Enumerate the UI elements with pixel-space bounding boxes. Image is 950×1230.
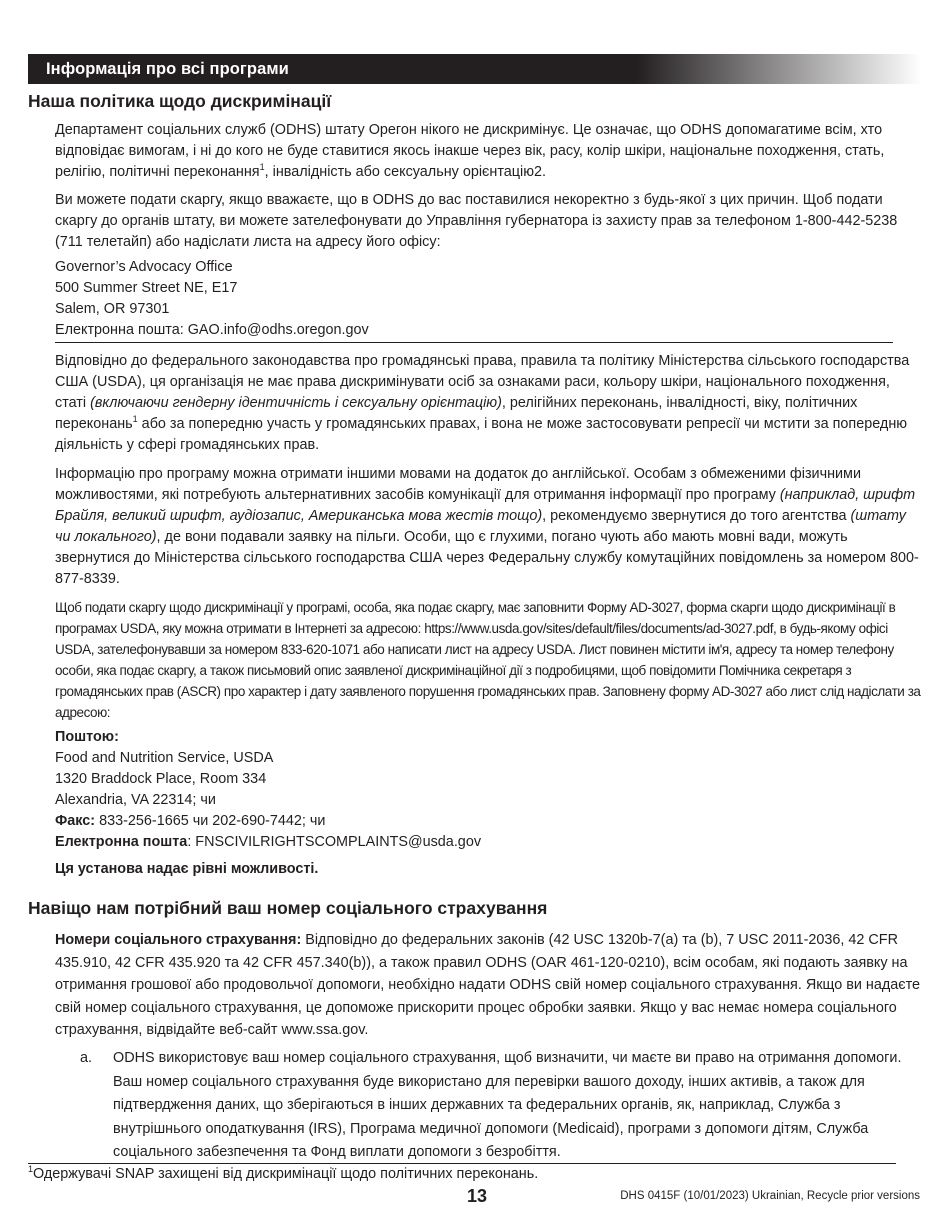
paragraph-alternative-languages: Інформацію про програму можна отримати іншими мовами на додаток до англійської. Особам з обмеженими фізичними можливостями, які потребують альтернативних засобів комунікації для отримання інформації про програму (наприклад, шрифт Брайля, великий шрифт, аудіозапис, Американська мова жестів тощо), рекомендуємо звернутися до того агентства (штату чи локального), де вони подавали заявку на пільги. Особи, що є глухими, погано чують або мають мовні вади, можуть звернутися до Міністерства сільського господарства США через Федеральну службу комутаційних повідомлень за номером 800-877-8339.: [55, 466, 919, 587]
list-item-a: [80, 1047, 925, 1165]
banner-title: Інформація про всі програми: [46, 60, 289, 78]
document-id: DHS 0415F (10/01/2023) Ukrainian, Recycle prior versions: [620, 1190, 920, 1202]
paragraph-odhs-nondiscrimination: Департамент соціальних служб (ODHS) штату Орегон нікого не дискримінує. Це означає, що ODHS допомагатиме всім, хто відповідає вимогам, і ні до кого не буде ставитися якось інакше через вік, расу, колір шкіри, національне походження, стать, релігію, політичні переконання$^1$, інвалідність або сексуальну орієнтацію2.: [55, 122, 885, 180]
fax-line: Факс: 833-256-1665 чи 202-690-7442; чи: [55, 813, 326, 829]
equal-opportunity-statement: Ця установа надає рівні можливості.: [55, 861, 319, 877]
page-number: 13: [467, 1186, 488, 1206]
address-email[interactable]: Електронна пошта: GAO.info@odhs.oregon.gov: [55, 322, 369, 338]
mail-line: Food and Nutrition Service, USDA: [55, 750, 274, 766]
paragraph-ssn-requirement: Номери соціального страхування: Відповідно до федеральних законів (42 USC 1320b-7(a) та (b), 7 USC 2011-2036, 42 CFR 435.910, 42 CFR 435.920 та 42 CFR 457.340(b)), а також правил ODHS (OAR 461-120-0210), всім особам, які подають заявку на отримання грошової або продовольчої допомоги, необхідно надати ODHS свій номер соціального страхування. Якщо ви надаєте свій номер соціального страхування, це допоможе прискорити процес обробки заявки. Якщо у вас немає номера соціального страхування, відвідайте веб-сайт www.ssa.gov.: [55, 932, 921, 1038]
heading-ssn: Навіщо нам потрібний ваш номер соціального страхування: [28, 898, 548, 918]
mail-label: Поштою:: [55, 729, 119, 745]
paragraph-usda-civil-rights: Відповідно до федерального законодавства про громадянські права, правила та політику Міністерства сільського господарства США (USDA), ця організація не має права дискримінувати осіб за ознаками раси, кольору шкіри, національного походження, статі (включаючи гендерну ідентичність і сексуальну орієнтацію), релігійних переконань, інвалідності, віку, політичних переконань$^1$ або за попередню участь у громадянських правах, і вона не може застосовувати репресії чи мстити за попередню діяльність у сфері громадянських прав.: [55, 353, 910, 453]
list-item-text: ODHS використовує ваш номер соціального страхування, щоб визначити, чи маєте ви право на отримання допомоги. Ваш номер соціального страхування буде використано для перевірки вашого доходу, інших активів, а також для підтвердження даних, що зберігаються в інших державних та федеральних органів, як, наприклад, Служба з внутрішнього оподаткування (IRS), Програма медичної допомоги (Medicaid), програми з допомоги дітям, Служба соціального забезпечення та Фонд виплати допомоги з безробіття.: [113, 1050, 902, 1160]
usda-contact-block: [55, 727, 923, 853]
address-line: 500 Summer Street NE, E17: [55, 280, 238, 296]
paragraph-complaint-state: Ви можете подати скаргу, якщо вважаєте, що в ODHS до вас поставилися некоректно з будь-якої з цих причин. Щоб подати скаргу до органів штату, ви можете зателефонувати до Управління губернатора із захисту прав за телефоном 1-800-442-5238 (711 телетайп) або надіслати листа на адресу його офісу:: [55, 192, 898, 250]
heading-discrimination-policy: Наша політика щодо дискримінації: [28, 91, 332, 111]
mail-line: Alexandria, VA 22314; чи: [55, 792, 216, 808]
section-banner: [28, 54, 922, 84]
footnote: $^1$Одержувачі SNAP захищені від дискримінації щодо політичних переконань.: [28, 1164, 539, 1182]
address-line: Salem, OR 97301: [55, 301, 170, 317]
email-line[interactable]: Електронна пошта: FNSCIVILRIGHTSCOMPLAINTS@usda.gov: [55, 834, 482, 850]
mail-line: 1320 Braddock Place, Room 334: [55, 771, 267, 787]
address-line: Governor’s Advocacy Office: [55, 259, 233, 275]
list-marker: a.: [80, 1050, 93, 1066]
divider: [55, 342, 893, 343]
paragraph-ad3027-complaint: Щоб подати скаргу щодо дискримінації у програмі, особа, яка подає скаргу, має заповнити Форму AD-3027, форма скарги щодо дискримінації в програмах USDA, яку можна отримати в Інтернеті за адресою: https://www.usda.gov/sites/default/files/documents/ad-3027.pdf, в будь-якому офісі USDA, зателефонувавши за номером 833-620-1071 або написати лист на адресу USDA. Лист повинен містити ім'я, адресу та номер телефону особи, яка подає скаргу, а також письмовий опис заявленої дискримінаційної дії з подробицями, щоб повідомити Помічника секретаря з громадянських прав (ASCR) про характер і дату заявленого порушення громадянських прав. Заповнену форму AD-3027 або лист слід надіслати за адресою:: [55, 600, 921, 720]
governor-office-address: [55, 257, 923, 341]
footnote-divider: [28, 1163, 896, 1164]
